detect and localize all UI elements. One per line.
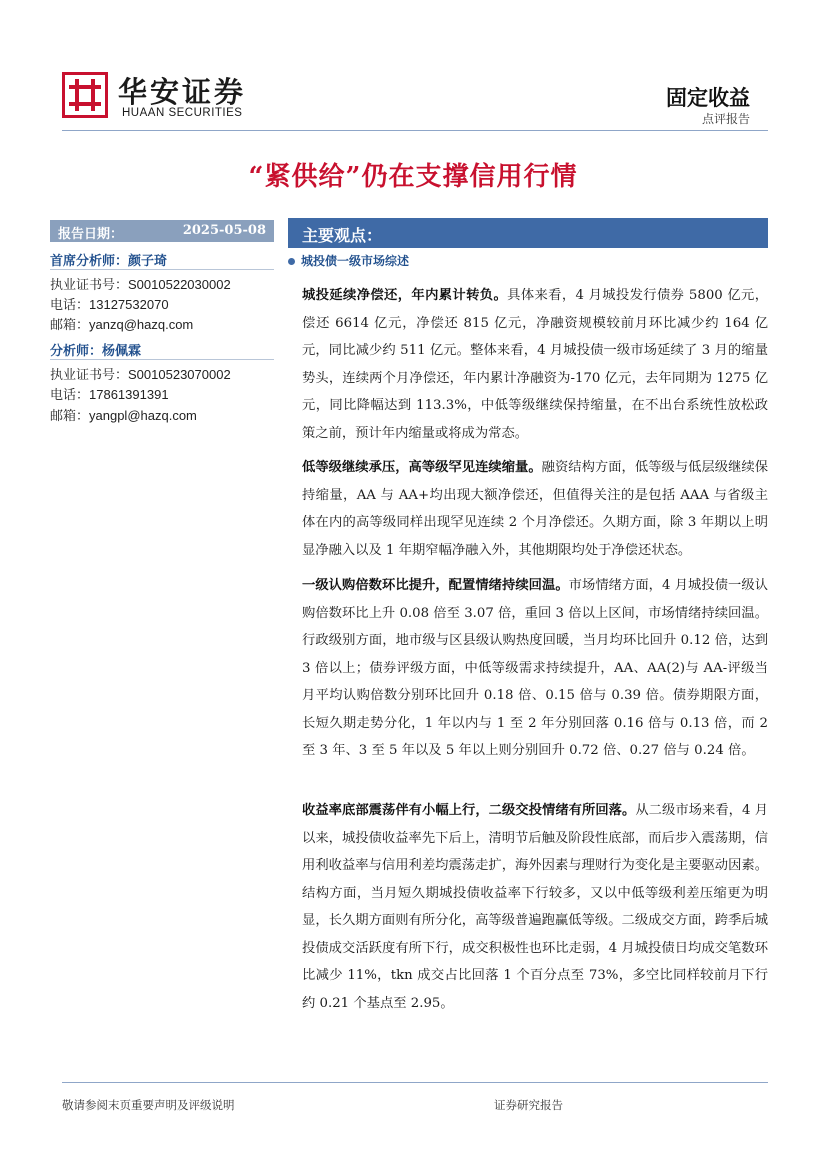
footer-divider: [62, 1082, 768, 1083]
sidebar-divider: [50, 269, 274, 270]
paragraph-body: 融资结构方面，低等级与低层级继续保持缩量，AA 与 AA+均出现大额净偿还，但值得关注的是包括 AAA 与省级主体在内的高等级同样出现罕见连续 2 个月净偿还。久期方面，除 3 年期以上明显净融入以及 1 年期窄幅净融入外，其他期限均处于净偿还状态。: [302, 460, 769, 558]
analyst-1-cert: 执业证书号：S0010522030002: [50, 277, 231, 293]
analyst-1-phone: 电话：13127532070: [50, 297, 169, 313]
analyst-2-cert: 执业证书号：S0010523070002: [50, 367, 231, 383]
report-category: 固定收益: [666, 85, 750, 110]
analyst-2-phone: 电话：17861391391: [50, 387, 169, 403]
section-header: [288, 218, 768, 248]
paragraph-body: 市场情绪方面，4 月城投债一级认购倍数环比上升 0.08 倍至 3.07 倍，重回 3 倍以上区间，市场情绪持续回温。行政级别方面，地市级与区县级认购热度回暖，当月均环比回升 0.12 倍，达到 3 倍以上；债券评级方面，中低等级需求持续提升，AA、AA(2)与 AA-评级当月平均认购倍数分别环比回升 0.18 倍、0.15 倍与 0.39 倍。债券期限方面，长短久期走势分化，1 年以内与 1 至 2 年分别回落 0.16 倍与 0.13 倍，而 2 至 3 年、3 至 5 年以及 5 年以上则分别回升 0.72 倍、0.27 倍与 0.24 倍。: [302, 578, 769, 758]
report-title: “紧供给”仍在支撑信用行情: [248, 162, 578, 192]
footer-disclaimer: 敬请参阅末页重要声明及评级说明: [62, 1098, 235, 1112]
paragraph-4: [302, 797, 768, 1017]
section-title: 主要观点：: [302, 226, 383, 245]
report-type: 点评报告: [701, 112, 750, 126]
logo-text-cn: 华安证券: [118, 75, 247, 109]
footer-label: 证券研究报告: [494, 1098, 563, 1112]
bullet-dot-icon: [288, 258, 295, 265]
subsection-heading: 城投债一级市场综述: [288, 252, 409, 269]
paragraph-lead: 收益率底部震荡伴有小幅上行，二级交投情绪有所回落。: [302, 803, 636, 818]
paragraph-body: 从二级市场来看，4 月以来，城投债收益率先下后上，清明节后触及阶段性底部，而后步入震荡期，信用利收益率与信用利差均震荡走扩，海外因素与理财行为变化是主要驱动因素。结构方面，当月短久期城投债收益率下行较多，又以中低等级利差压缩更为明显，长久期方面则有所分化，高等级普遍跑赢低等级。二级成交方面，跨季后城投债成交活跃度有所下行，成交积极性也环比走弱，4 月城投债日均成交笔数环比减少 11%，tkn 成交占比回落 1 个百分点至 73%，多空比同样较前月下行约 0.21 个基点至 2.95。: [302, 803, 769, 1011]
date-label: 报告日期：: [58, 227, 124, 242]
paragraph-3: [302, 572, 768, 765]
paragraph-lead: 一级认购倍数环比提升，配置情绪持续回温。: [302, 578, 569, 593]
paragraph-body: 具体来看，4 月城投发行债券 5800 亿元，偿还 6614 亿元，净偿还 815 亿元，净融资规模较前月环比减少约 164 亿元，同比减少约 511 亿元。整体来看，4 月城投债一级市场延续了 3 月的缩量势头，连续两个月净偿还，年内累计净融资为-170 亿元，去年同期为 1275 亿元，同比降幅达到 113.3%，中低等级继续保持缩量，在不出台系统性放松政策之前，预计年内缩量或将成为常态。: [302, 288, 769, 441]
logo-icon: [62, 72, 108, 118]
paragraph-lead: 城投延续净偿还，年内累计转负。: [302, 288, 508, 303]
paragraph-lead: 低等级继续承压，高等级罕见连续缩量。: [302, 460, 542, 475]
paragraph-2: [302, 454, 768, 564]
analyst-1-role: 首席分析师：颜子琦: [50, 254, 168, 269]
analyst-1-email: 邮箱：yanzq@hazq.com: [50, 317, 194, 333]
logo-text-en: HUAAN SECURITIES: [122, 107, 243, 119]
paragraph-1: [302, 282, 768, 447]
sidebar-divider: [50, 359, 274, 360]
date-value: 2025-05-08: [182, 223, 266, 238]
report-date-bar: [50, 220, 274, 242]
analyst-2-email: 邮箱：yangpl@hazq.com: [50, 408, 197, 424]
analyst-2-role: 分析师：杨佩霖: [50, 344, 142, 359]
header-divider: [62, 130, 768, 131]
